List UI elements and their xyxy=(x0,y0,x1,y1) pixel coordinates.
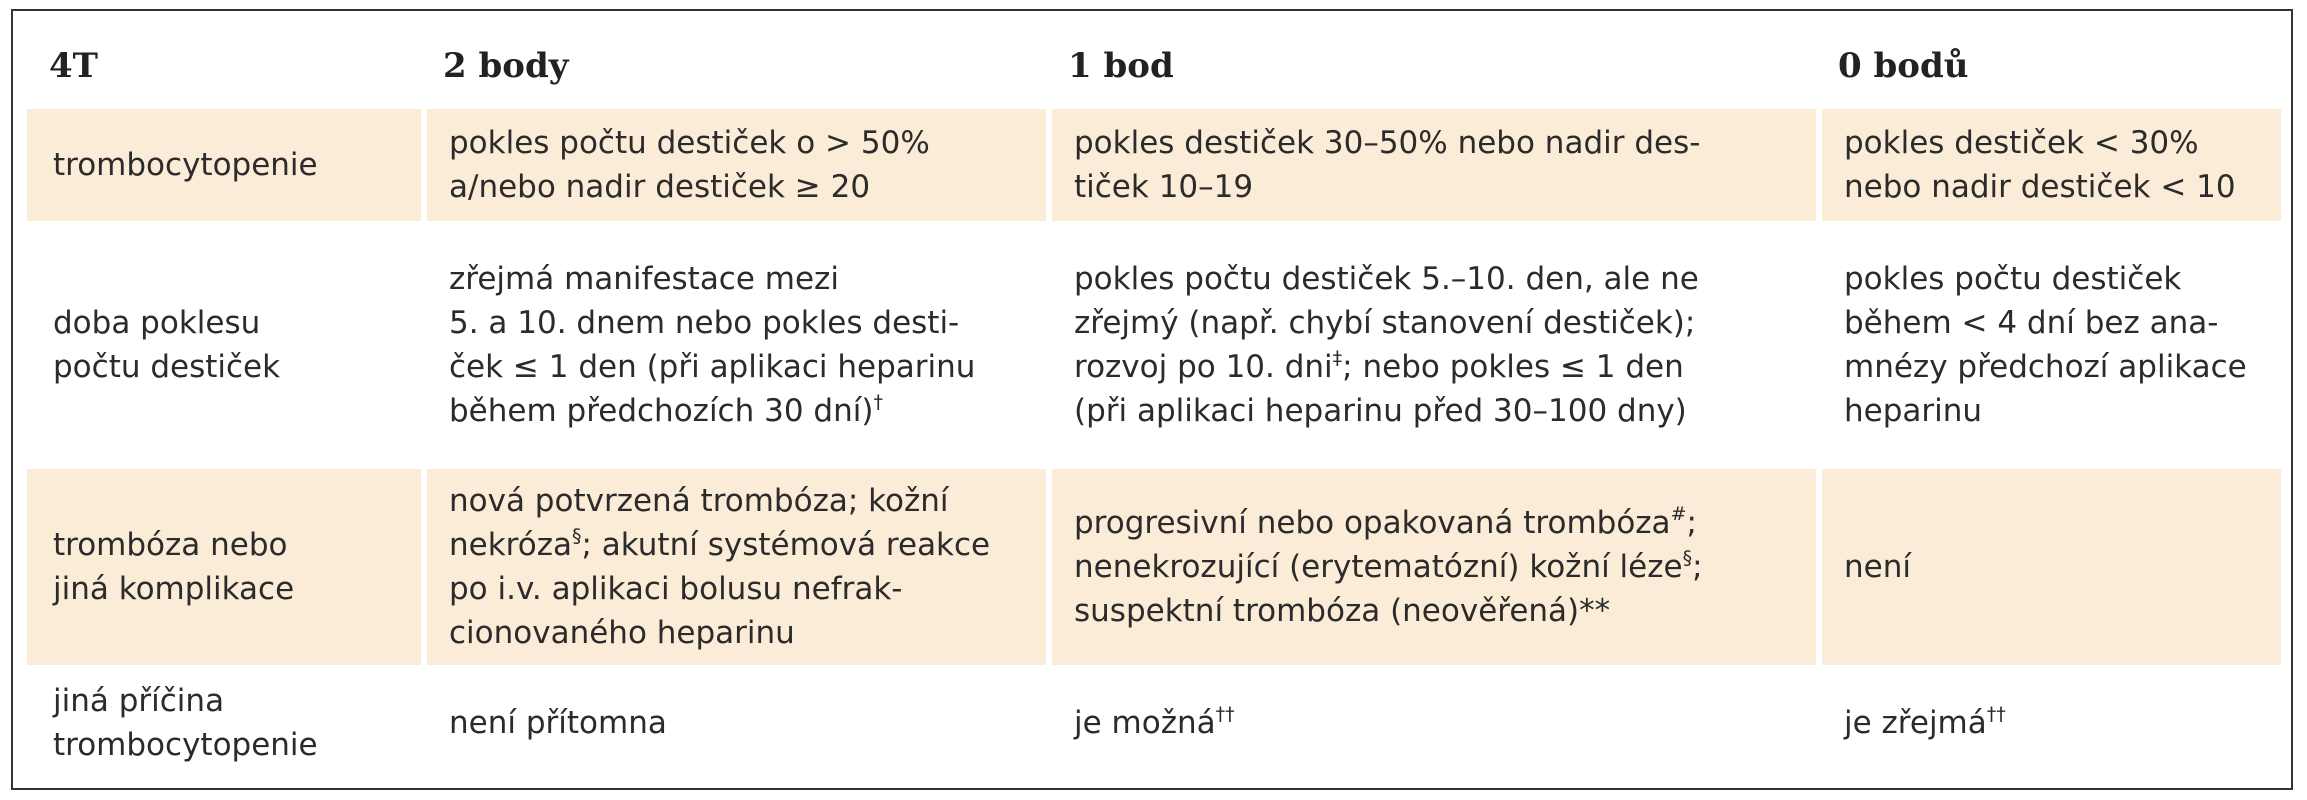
score-2-text: zřejmá manifestace mezi 5. a 10. dnem nebo pokles desti- ček ≤ 1 den (při aplikaci heparinu během předchozích 30 dní) xyxy=(449,261,976,429)
score-2-cell: není přítomna xyxy=(421,669,1046,777)
score-0-cell: není xyxy=(1816,469,2281,665)
header-4t: 4T xyxy=(49,46,98,86)
footnote-mark: †† xyxy=(1986,703,2006,725)
header-1-bod: 1 bod xyxy=(1068,46,1174,86)
header-0-bodu: 0 bodů xyxy=(1838,46,1969,86)
score-2-text-a: nová potvrzená trombóza; kožní nekróza xyxy=(449,483,949,563)
criterion-cell: trombocytopenie xyxy=(27,109,421,221)
score-0-cell: pokles destiček < 30% nebo nadir destiček < 10 xyxy=(1816,109,2281,221)
score-0-text: je zřejmá xyxy=(1844,705,1987,741)
footnote-mark: †† xyxy=(1215,703,1235,725)
footnote-mark: † xyxy=(873,391,883,413)
footnote-mark: ‡ xyxy=(1332,347,1343,369)
score-1-text-b: ; nebo pokles ≤ 1 den (při aplikaci heparinu před 30–100 dny) xyxy=(1074,349,1687,429)
score-1-text-a: pokles počtu destiček 5.–10. den, ale ne zřejmý (např. chybí stanovení destiček); rozvoj po 10. dni xyxy=(1074,261,1699,385)
score-1-cell xyxy=(1046,225,1816,465)
score-1-cell: pokles destiček 30–50% nebo nadir des- tiček 10–19 xyxy=(1046,109,1816,221)
score-2-text-b: ; akutní systémová reakce po i.v. aplikaci bolusu nefrak- cionovaného heparinu xyxy=(449,527,991,651)
score-1-cell xyxy=(1046,669,1816,777)
score-1-text-a: progresivní nebo opakovaná trombóza xyxy=(1074,505,1671,541)
table-row xyxy=(27,469,2281,665)
table-row xyxy=(27,669,2281,777)
score-2-cell: pokles počtu destiček o > 50% a/nebo nadir destiček ≥ 20 xyxy=(421,109,1046,221)
criterion-cell: trombóza nebo jiná komplikace xyxy=(27,469,421,665)
score-1-text-b: ; nenekrozující (erytematózní) kožní léze xyxy=(1074,505,1697,585)
score-2-cell xyxy=(421,225,1046,465)
score-2-cell xyxy=(421,469,1046,665)
table-row xyxy=(27,109,2281,221)
footnote-mark: § xyxy=(571,525,582,547)
score-1-cell xyxy=(1046,469,1816,665)
4t-score-table xyxy=(27,23,2281,781)
score-0-cell xyxy=(1816,669,2281,777)
table-header-row xyxy=(27,27,2281,105)
criterion-cell: jiná příčina trombocytopenie xyxy=(53,683,318,763)
criterion-cell: doba poklesu počtu destiček xyxy=(53,305,281,385)
footnote-mark: # xyxy=(1670,503,1687,525)
header-2-body: 2 body xyxy=(443,46,569,86)
table-row xyxy=(27,225,2281,465)
score-0-cell: pokles počtu destiček během < 4 dní bez ana- mnézy předchozí aplikace heparinu xyxy=(1816,225,2281,465)
footnote-mark: § xyxy=(1682,547,1693,569)
table-frame xyxy=(11,9,2293,790)
score-1-text-c: ; suspektní trombóza (neověřená)** xyxy=(1074,549,1703,629)
score-1-text: je možná xyxy=(1074,705,1216,741)
